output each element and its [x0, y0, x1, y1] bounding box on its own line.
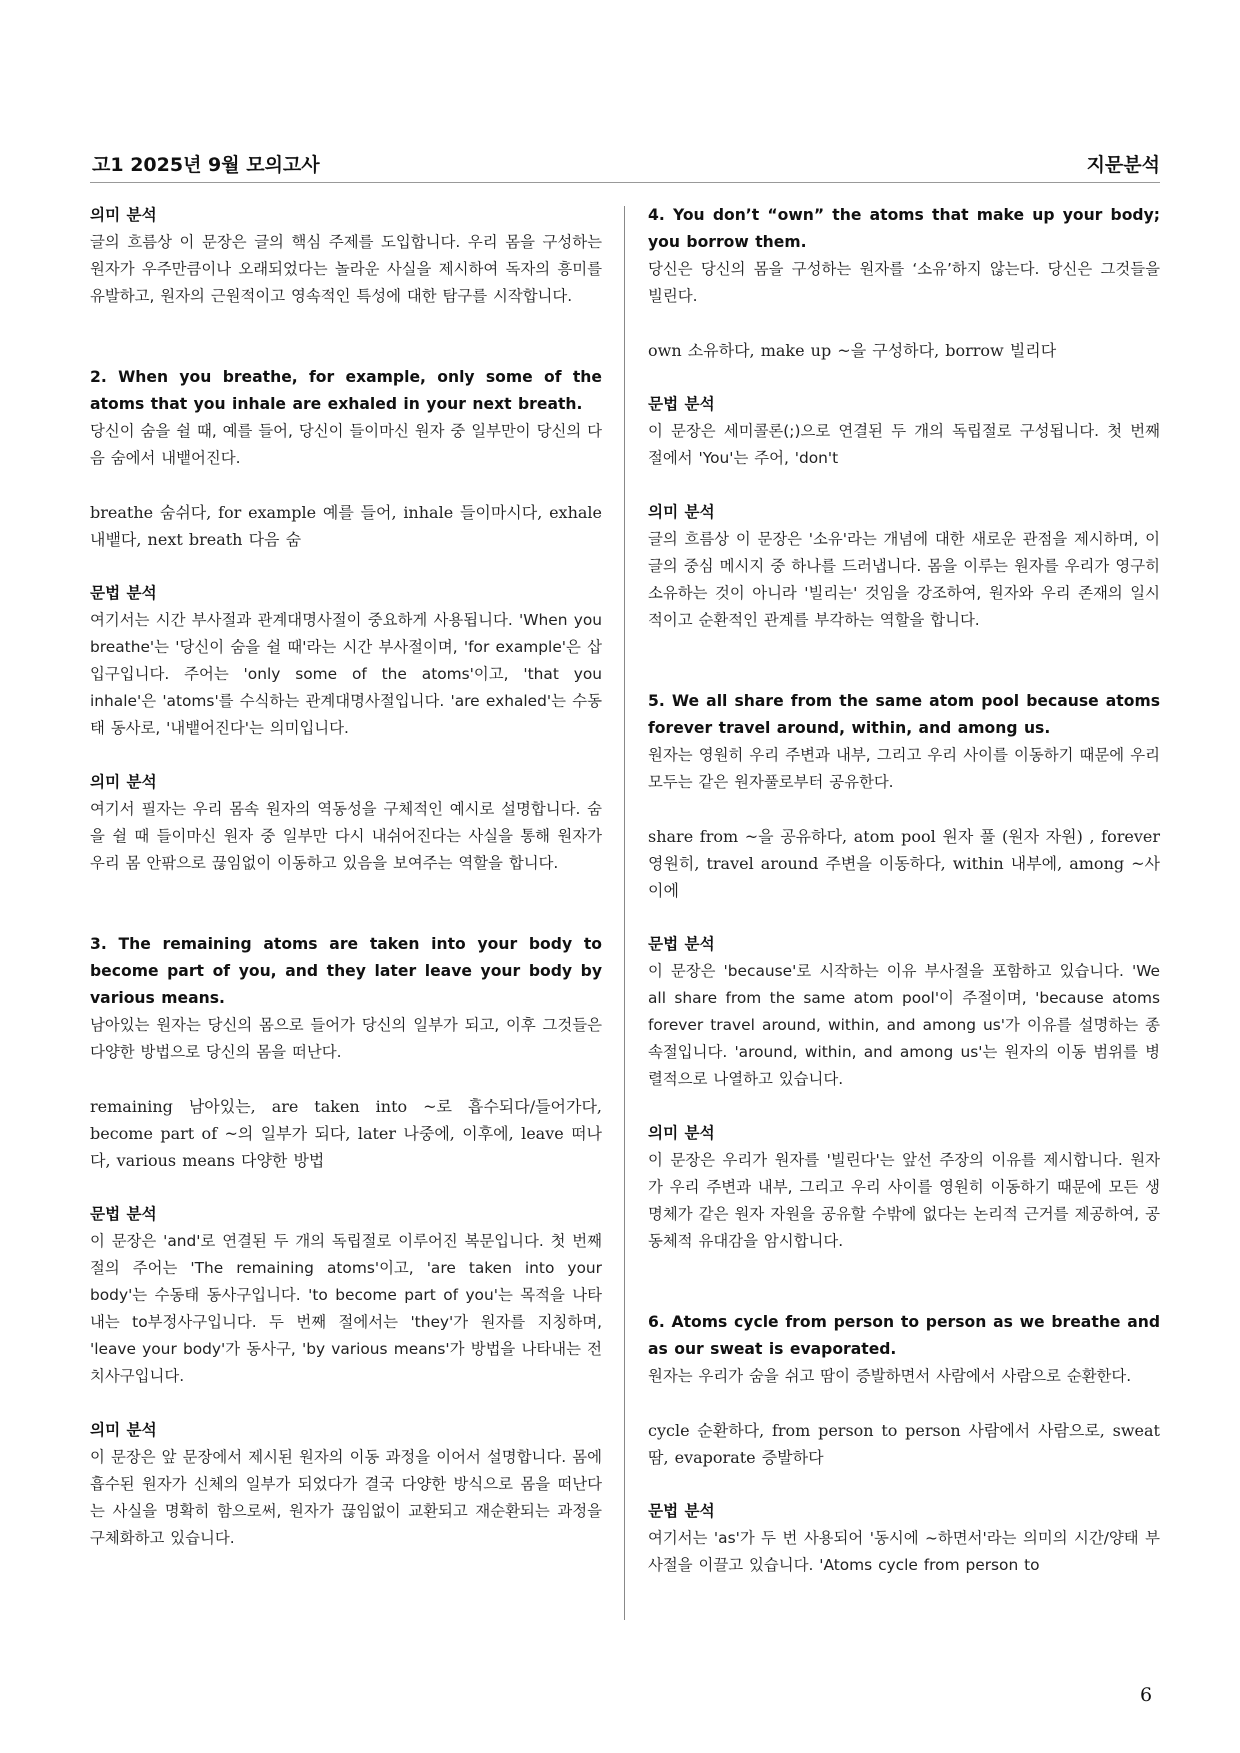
source-sentence: 5. We all share from the same atom pool because atoms forever travel around, within, and among us.: [648, 692, 1160, 737]
source-sentence: 2. When you breathe, for example, only some of the atoms that you inhale are exhaled in your next breath.: [90, 368, 602, 413]
section-heading: 의미 분석: [648, 503, 715, 521]
analysis-paragraph: 글의 흐름상 이 문장은 '소유'라는 개념에 대한 새로운 관점을 제시하며, 이 글의 중심 메시지 중 하나를 드러냅니다. 몸을 이루는 원자를 우리가 영구히 소유하는 것이 아니라 '빌리는' 것임을 강조하여, 원자와 우리 존재의 일시적이고 순환적인 관계를 부각하는 역할을 합니다.: [648, 530, 1160, 629]
analysis-paragraph: 이 문장은 'because'로 시작하는 이유 부사절을 포함하고 있습니다. 'We all share from the same atom pool'이 주절이며, 'because atoms forever travel around, within, and among us'가 이유를 설명하는 종속절입니다. 'around, within, and among us'는 원자의 이동 범위를 병렬적으로 나열하고 있습니다.: [648, 962, 1160, 1088]
section-heading: 문법 분석: [648, 1502, 715, 1520]
section-label: 지문분석: [1086, 154, 1160, 176]
translation: 당신이 숨을 쉴 때, 예를 들어, 당신이 들이마신 원자 중 일부만이 당신의 다음 숨에서 내뱉어진다.: [90, 422, 602, 467]
analysis-paragraph: 여기서 필자는 우리 몸속 원자의 역동성을 구체적인 예시로 설명합니다. 숨을 쉴 때 들이마신 원자 중 일부만 다시 내쉬어진다는 사실을 통해 원자가 우리 몸 안팎으로 끊임없이 이동하고 있음을 보여주는 역할을 합니다.: [90, 800, 602, 872]
section-heading: 의미 분석: [90, 773, 157, 791]
column-divider: [624, 206, 625, 1620]
analysis-paragraph: 이 문장은 우리가 원자를 '빌린다'는 앞선 주장의 이유를 제시합니다. 원자가 우리 주변과 내부, 그리고 우리 사이를 영원히 이동하기 때문에 모든 생명체가 같은 원자 자원을 공유할 수밖에 없다는 논리적 근거를 제공하여, 공동체적 유대감을 암시합니다.: [648, 1151, 1160, 1250]
right-column: [648, 202, 1160, 1579]
analysis-paragraph: 이 문장은 세미콜론(;)으로 연결된 두 개의 독립절로 구성됩니다. 첫 번째 절에서 'You'는 주어, 'don't: [648, 422, 1160, 467]
vocabulary-list: cycle 순환하다, from person to person 사람에서 사람으로, sweat 땀, evaporate 증발하다: [648, 1421, 1160, 1467]
section-heading: 의미 분석: [90, 206, 157, 224]
section-heading: 의미 분석: [648, 1124, 715, 1142]
analysis-paragraph: 여기서는 'as'가 두 번 사용되어 '동시에 ~하면서'라는 의미의 시간/양태 부사절을 이끌고 있습니다. 'Atoms cycle from person to: [648, 1529, 1160, 1574]
source-sentence: 6. Atoms cycle from person to person as we breathe and as our sweat is evaporated.: [648, 1313, 1160, 1358]
document-title: 고1 2025년 9월 모의고사: [92, 154, 320, 176]
vocabulary-list: share from ~을 공유하다, atom pool 원자 풀 (원자 자원) , forever 영원히, travel around 주변을 이동하다, within 내부에, among ~사이에: [648, 827, 1160, 900]
page-header: [90, 146, 1160, 183]
section-heading: 의미 분석: [90, 1421, 157, 1439]
translation: 당신은 당신의 몸을 구성하는 원자를 ‘소유’하지 않는다. 당신은 그것들을 빌린다.: [648, 260, 1160, 305]
analysis-paragraph: 글의 흐름상 이 문장은 글의 핵심 주제를 도입합니다. 우리 몸을 구성하는 원자가 우주만큼이나 오래되었다는 놀라운 사실을 제시하여 독자의 흥미를 유발하고, 원자의 근원적이고 영속적인 특성에 대한 탐구를 시작합니다.: [90, 233, 602, 305]
translation: 남아있는 원자는 당신의 몸으로 들어가 당신의 일부가 되고, 이후 그것들은 다양한 방법으로 당신의 몸을 떠난다.: [90, 1016, 602, 1061]
section-heading: 문법 분석: [90, 584, 157, 602]
analysis-paragraph: 이 문장은 앞 문장에서 제시된 원자의 이동 과정을 이어서 설명합니다. 몸에 흡수된 원자가 신체의 일부가 되었다가 결국 다양한 방식으로 몸을 떠난다는 사실을 명확히 함으로써, 원자가 끊임없이 교환되고 재순환되는 과정을 구체화하고 있습니다.: [90, 1448, 602, 1547]
left-column: [90, 202, 602, 1552]
source-sentence: 3. The remaining atoms are taken into your body to become part of you, and they later leave your body by various means.: [90, 935, 602, 1007]
vocabulary-list: breathe 숨쉬다, for example 예를 들어, inhale 들이마시다, exhale 내뱉다, next breath 다음 숨: [90, 503, 602, 549]
translation: 원자는 우리가 숨을 쉬고 땀이 증발하면서 사람에서 사람으로 순환한다.: [648, 1367, 1132, 1385]
analysis-paragraph: 여기서는 시간 부사절과 관계대명사절이 중요하게 사용됩니다. 'When you breathe'는 '당신이 숨을 쉴 때'라는 시간 부사절이며, 'for example'은 삽입구입니다. 주어는 'only some of the atoms'이고, 'that you inhale'은 'atoms'를 수식하는 관계대명사절입니다. 'are exhaled'는 수동태 동사로, '내뱉어진다'는 의미입니다.: [90, 611, 602, 737]
section-heading: 문법 분석: [648, 935, 715, 953]
translation: 원자는 영원히 우리 주변과 내부, 그리고 우리 사이를 이동하기 때문에 우리 모두는 같은 원자풀로부터 공유한다.: [648, 746, 1160, 791]
vocabulary-list: remaining 남아있는, are taken into ~로 흡수되다/들어가다, become part of ~의 일부가 되다, later 나중에, 이후에, leave 떠나다, various means 다양한 방법: [90, 1097, 602, 1170]
analysis-paragraph: 이 문장은 'and'로 연결된 두 개의 독립절로 이루어진 복문입니다. 첫 번째 절의 주어는 'The remaining atoms'이고, 'are taken into your body'는 수동태 동사구입니다. 'to become part of you'는 목적을 나타내는 to부정사구입니다. 두 번째 절에서는 'they'가 원자를 지칭하며, 'leave your body'가 동사구, 'by various means'가 방법을 나타내는 전치사구입니다.: [90, 1232, 602, 1385]
section-heading: 문법 분석: [90, 1205, 157, 1223]
vocabulary-list: own 소유하다, make up ~을 구성하다, borrow 빌리다: [648, 341, 1057, 360]
source-sentence: 4. You don’t “own” the atoms that make up your body; you borrow them.: [648, 206, 1160, 251]
section-heading: 문법 분석: [648, 395, 715, 413]
page-number: 6: [1140, 1684, 1153, 1706]
